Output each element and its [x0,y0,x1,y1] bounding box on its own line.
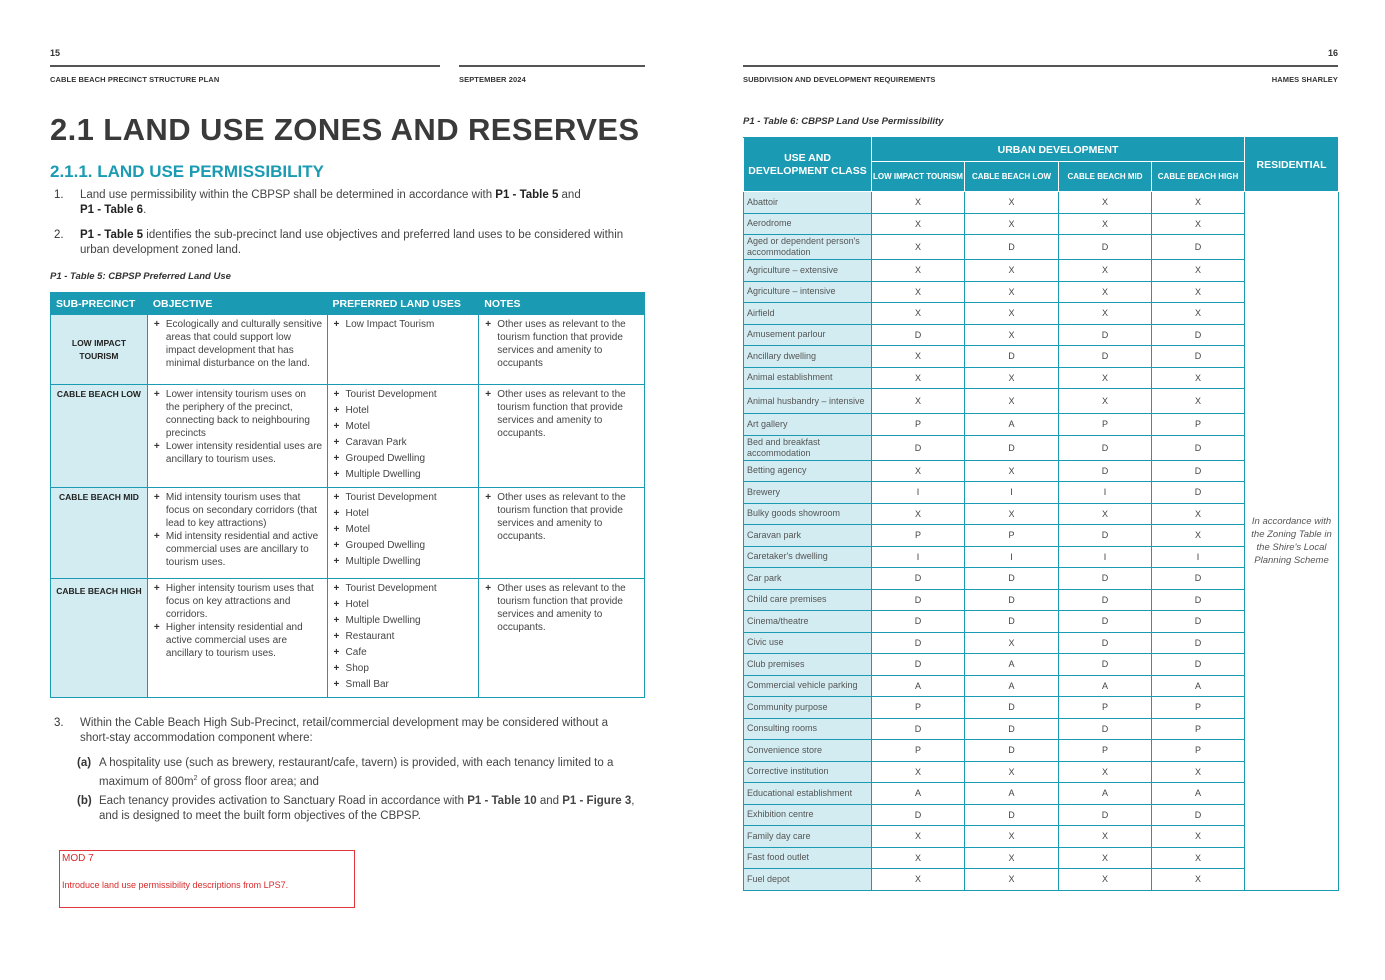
notes-cell [479,315,645,385]
bullet-item: + Hotel [332,598,475,611]
bullet-item: + Other uses as relevant to the tourism function that provide services and amenity to occupants. [483,388,640,440]
permissibility-cell: D [1059,460,1152,482]
residential-note-cell: In accordance with the Zoning Table in the Shire's Local Planning Scheme [1245,192,1339,891]
use-class-cell: Animal establishment [744,367,872,389]
objectives-cell [147,488,327,579]
use-class-cell: Bed and breakfast accommodation [744,435,872,460]
use-class-cell: Consulting rooms [744,718,872,740]
permissibility-cell: X [1152,260,1245,282]
table-row [51,488,645,579]
use-class-cell: Bulky goods showroom [744,503,872,525]
permissibility-cell: A [965,675,1059,697]
sub-precinct-cell: CABLE BEACH MID [51,488,148,579]
use-class-header: USE AND DEVELOPMENT CLASS [744,138,872,192]
use-class-cell: Caretaker's dwelling [744,546,872,568]
permissibility-cell: X [872,460,965,482]
bullet-item: + Lower intensity tourism uses on the periphery of the precinct, connecting back to neighbouring precincts [152,388,323,440]
permissibility-cell: D [965,235,1059,260]
use-class-cell: Cinema/theatre [744,611,872,633]
permissibility-cell: I [965,546,1059,568]
permissibility-cell: A [965,783,1059,805]
bullet-item: + Caravan Park [332,436,475,449]
header-rule-right [459,65,645,67]
permissibility-cell: A [1059,783,1152,805]
table-10-link[interactable]: P1 - Table 10 [467,795,537,807]
use-class-cell: Ancillary dwelling [744,346,872,368]
permissibility-cell: P [872,697,965,719]
permissibility-cell: X [1152,826,1245,848]
permissibility-cell: X [1059,192,1152,214]
sub-precinct-cell: CABLE BEACH HIGH [51,579,148,698]
notes-cell [479,579,645,698]
bullet-item: + Ecologically and culturally sensitive areas that could support low impact development that has minimal disturbance on the land. [152,318,323,370]
permissibility-cell: X [872,281,965,303]
permissibility-cell: X [872,303,965,325]
permissibility-cell: D [872,324,965,346]
use-class-cell: Community purpose [744,697,872,719]
permissibility-cell: X [1059,213,1152,235]
permissibility-cell: X [872,761,965,783]
bullet-item: + Mid intensity tourism uses that focus on secondary corridors (that lead to key attractions) [152,491,323,530]
use-class-cell: Aerodrome [744,213,872,235]
permissibility-cell: X [872,826,965,848]
permissibility-cell: A [872,783,965,805]
permissibility-cell: D [1152,632,1245,654]
permissibility-cell: D [1152,804,1245,826]
page-number-left: 15 [50,48,61,58]
residential-header: RESIDENTIAL [1245,138,1339,192]
header-rule-left [50,65,440,67]
bullet-item: + Hotel [332,507,475,520]
preferred-land-use-table [50,292,645,698]
bullet-item: + Grouped Dwelling [332,452,475,465]
use-class-cell: Art gallery [744,414,872,436]
use-class-cell: Abattoir [744,192,872,214]
permissibility-cell: D [1059,568,1152,590]
permissibility-cell: X [1059,281,1152,303]
permissibility-cell: X [965,260,1059,282]
objectives-cell [147,315,327,385]
permissibility-cell: D [965,740,1059,762]
sub-item-label: (b) [77,795,92,807]
permissibility-cell: D [872,611,965,633]
figure-3-link[interactable]: P1 - Figure 3 [562,795,632,807]
permissibility-cell: D [872,654,965,676]
permissibility-cell: D [1059,525,1152,547]
header-document-title: CABLE BEACH PRECINCT STRUCTURE PLAN [50,75,220,84]
permissibility-cell: D [1059,718,1152,740]
permissibility-cell: A [1059,675,1152,697]
sub-column-header: CABLE BEACH HIGH [1152,162,1245,192]
bullet-item: + Tourist Development [332,582,475,595]
sub-item-b: (b) Each tenancy provides activation to Sanctuary Road in accordance with P1 - Table 10 and P1 - Figure 3, and is designed to meet the built form objectives of the CBPSP. [77,795,635,822]
permissibility-cell: I [872,546,965,568]
permissibility-cell: D [872,804,965,826]
sub-item-a: (a) A hospitality use (such as brewery, restaurant/cafe, tavern) is provided, with each tenancy limited to a maximum of $800m^2$ of gross floor area; and [77,757,614,788]
table-5-caption: P1 - Table 5: CBPSP Preferred Land Use [50,271,231,282]
notes-cell [479,385,645,488]
permissibility-cell: X [965,367,1059,389]
permissibility-cell: X [1152,367,1245,389]
section-subheading: 2.1.1. LAND USE PERMISSIBILITY [50,162,324,181]
permissibility-cell: D [872,632,965,654]
permissibility-cell: X [965,192,1059,214]
use-class-cell: Amusement parlour [744,324,872,346]
use-class-cell: Child care premises [744,589,872,611]
permissibility-cell: X [965,761,1059,783]
column-header: PREFERRED LAND USES [327,293,479,315]
permissibility-cell: D [965,346,1059,368]
permissibility-cell: D [965,611,1059,633]
use-class-cell: Airfield [744,303,872,325]
bullet-item: + Tourist Development [332,388,475,401]
permissibility-cell: P [1152,414,1245,436]
use-class-cell: Exhibition centre [744,804,872,826]
column-header: NOTES [479,293,645,315]
bullet-item: + Multiple Dwelling [332,555,475,568]
modification-annotation[interactable] [59,850,355,908]
permissibility-cell: X [1059,367,1152,389]
permissibility-cell: X [872,869,965,891]
urban-development-header: URBAN DEVELOPMENT [872,138,1245,162]
use-class-cell: Car park [744,568,872,590]
permissibility-cell: X [1059,761,1152,783]
uses-cell [327,579,479,698]
bullet-item: + Cafe [332,646,475,659]
notes-cell [479,488,645,579]
bullet-item: + Other uses as relevant to the tourism function that provide services and amenity to occupants [483,318,640,370]
permissibility-cell: D [1059,346,1152,368]
table-6-link[interactable]: P1 - Table 6 [80,204,144,216]
permissibility-cell: I [1059,546,1152,568]
permissibility-cell: X [872,346,965,368]
use-class-cell: Family day care [744,826,872,848]
page-title: 2.1 LAND USE ZONES AND RESERVES [50,112,640,147]
paragraph-number: 3. [54,717,64,729]
column-header: SUB-PRECINCT [51,293,148,315]
header-author: HAMES SHARLEY [1271,75,1338,84]
permissibility-cell: A [965,654,1059,676]
permissibility-cell: D [1152,568,1245,590]
permissibility-cell: D [1152,235,1245,260]
permissibility-cell: P [1152,697,1245,719]
permissibility-cell: X [1059,260,1152,282]
permissibility-cell: D [1152,654,1245,676]
permissibility-cell: X [965,303,1059,325]
permissibility-cell: D [1152,460,1245,482]
permissibility-cell: P [872,525,965,547]
bullet-item: + Tourist Development [332,491,475,504]
permissibility-cell: D [872,435,965,460]
permissibility-cell: D [872,568,965,590]
bullet-item: + Grouped Dwelling [332,539,475,552]
use-class-cell: Commercial vehicle parking [744,675,872,697]
permissibility-cell: X [1059,869,1152,891]
permissibility-cell: I [872,482,965,504]
paragraph-number: 2. [54,229,64,241]
permissibility-cell: D [965,589,1059,611]
permissibility-cell: P [1059,697,1152,719]
bullet-item: + Mid intensity residential and active commercial uses are ancillary to tourism uses. [152,530,323,569]
land-use-permissibility-table [743,137,1339,891]
uses-cell [327,385,479,488]
permissibility-cell: X [872,260,965,282]
table-row [744,192,1339,214]
permissibility-cell: P [1059,740,1152,762]
sub-column-header: CABLE BEACH LOW [965,162,1059,192]
permissibility-cell: A [1152,675,1245,697]
objectives-cell [147,579,327,698]
bullet-item: + Other uses as relevant to the tourism function that provide services and amenity to occupants. [483,582,640,634]
permissibility-cell: X [1059,389,1152,414]
permissibility-cell: D [965,804,1059,826]
permissibility-cell: D [1152,611,1245,633]
permissibility-cell: D [1059,235,1152,260]
permissibility-cell: X [1152,192,1245,214]
uses-cell [327,315,479,385]
bullet-item: + Multiple Dwelling [332,468,475,481]
permissibility-cell: I [1059,482,1152,504]
permissibility-cell: X [1059,303,1152,325]
permissibility-cell: P [872,740,965,762]
permissibility-cell: X [1152,213,1245,235]
permissibility-cell: D [1152,589,1245,611]
sub-column-header: LOW IMPACT TOURISM [872,162,965,192]
bullet-item: + Lower intensity residential uses are ancillary to tourism uses. [152,440,323,466]
permissibility-cell: X [1059,503,1152,525]
sub-column-header: CABLE BEACH MID [1059,162,1152,192]
permissibility-cell: D [872,718,965,740]
permissibility-cell: X [965,281,1059,303]
sub-precinct-cell: CABLE BEACH LOW [51,385,148,488]
permissibility-cell: X [965,324,1059,346]
permissibility-cell: D [1059,324,1152,346]
use-class-cell: Corrective institution [744,761,872,783]
permissibility-cell: X [1152,303,1245,325]
bullet-item: + Restaurant [332,630,475,643]
uses-cell [327,488,479,579]
table-row [51,315,645,385]
permissibility-cell: X [872,503,965,525]
use-class-cell: Aged or dependent person's accommodation [744,235,872,260]
permissibility-cell: X [872,367,965,389]
permissibility-cell: X [1152,761,1245,783]
permissibility-cell: X [965,847,1059,869]
permissibility-cell: D [965,697,1059,719]
page-number-right: 16 [1327,48,1338,58]
permissibility-cell: X [1152,389,1245,414]
header-section-title: SUBDIVISION AND DEVELOPMENT REQUIREMENTS [743,75,936,84]
permissibility-cell: A [965,414,1059,436]
column-header: OBJECTIVE [147,293,327,315]
permissibility-cell: P [872,414,965,436]
permissibility-cell: D [1059,589,1152,611]
right-page [743,0,1338,980]
permissibility-cell: I [1152,546,1245,568]
table-5-link[interactable]: P1 - Table 5 [495,189,559,201]
permissibility-cell: X [965,503,1059,525]
permissibility-cell: X [965,826,1059,848]
use-class-cell: Civic use [744,632,872,654]
use-class-cell: Agriculture – intensive [744,281,872,303]
modification-text: Introduce land use permissibility descriptions from LPS7. [62,880,289,890]
left-page [50,0,645,980]
permissibility-cell: D [1059,654,1152,676]
permissibility-cell: D [1059,435,1152,460]
permissibility-cell: X [1152,847,1245,869]
permissibility-cell: D [1059,804,1152,826]
permissibility-cell: A [1152,783,1245,805]
permissibility-cell: P [965,525,1059,547]
use-class-cell: Agriculture – extensive [744,260,872,282]
permissibility-cell: D [1152,324,1245,346]
bullet-item: + Shop [332,662,475,675]
bullet-item: + Higher intensity residential and active commercial uses are ancillary to tourism uses. [152,621,323,660]
permissibility-cell: P [1059,414,1152,436]
use-class-cell: Club premises [744,654,872,676]
sub-precinct-cell: LOW IMPACT TOURISM [51,315,148,385]
bullet-item: + Multiple Dwelling [332,614,475,627]
permissibility-cell: X [872,213,965,235]
permissibility-cell: D [1152,346,1245,368]
bullet-item: + Higher intensity tourism uses that focus on key attractions and corridors. [152,582,323,621]
permissibility-cell: D [965,568,1059,590]
bullet-item: + Motel [332,420,475,433]
bullet-item: + Motel [332,523,475,536]
use-class-cell: Animal husbandry – intensive [744,389,872,414]
use-class-cell: Caravan park [744,525,872,547]
use-class-cell: Educational establishment [744,783,872,805]
bullet-item: + Hotel [332,404,475,417]
permissibility-cell: D [965,435,1059,460]
modification-title: MOD 7 [62,853,94,864]
sub-item-label: (a) [77,757,92,769]
paragraph-3: 3. Within the Cable Beach High Sub-Precinct, retail/commercial development may be considered without a short-stay accommodation component where: [54,717,608,744]
permissibility-cell: A [872,675,965,697]
permissibility-cell: P [1152,740,1245,762]
permissibility-cell: X [1059,826,1152,848]
permissibility-cell: D [1059,632,1152,654]
use-class-cell: Fuel depot [744,869,872,891]
bullet-item: + Low Impact Tourism [332,318,475,331]
objectives-cell [147,385,327,488]
header-date: SEPTEMBER 2024 [459,75,526,84]
permissibility-cell: X [872,847,965,869]
permissibility-cell: X [1152,503,1245,525]
use-class-cell: Brewery [744,482,872,504]
permissibility-cell: X [965,632,1059,654]
permissibility-cell: X [1152,281,1245,303]
table-6-caption: P1 - Table 6: CBPSP Land Use Permissibility [743,116,944,127]
permissibility-cell: X [1152,869,1245,891]
permissibility-cell: D [1152,482,1245,504]
use-class-cell: Betting agency [744,460,872,482]
permissibility-cell: D [965,718,1059,740]
permissibility-cell: X [965,213,1059,235]
table-5-link[interactable]: P1 - Table 5 [80,229,144,241]
use-class-cell: Convenience store [744,740,872,762]
paragraph-2: 2. P1 - Table 5 identifies the sub-precinct land use objectives and preferred land uses to be considered within urban development zoned land. [54,229,624,256]
permissibility-cell: D [1152,435,1245,460]
permissibility-cell: D [1059,611,1152,633]
permissibility-cell: X [965,460,1059,482]
permissibility-cell: P [1152,718,1245,740]
bullet-item: + Other uses as relevant to the tourism function that provide services and amenity to occupants. [483,491,640,543]
permissibility-cell: D [872,589,965,611]
permissibility-cell: X [872,192,965,214]
permissibility-cell: X [1152,525,1245,547]
permissibility-cell: X [1059,847,1152,869]
permissibility-cell: X [965,869,1059,891]
table-row [51,385,645,488]
header-rule [743,65,1338,67]
bullet-item: + Small Bar [332,678,475,691]
permissibility-cell: X [965,389,1059,414]
paragraph-number: 1. [54,189,64,201]
use-class-cell: Fast food outlet [744,847,872,869]
permissibility-cell: X [872,235,965,260]
paragraph-1: 1. Land use permissibility within the CBPSP shall be determined in accordance with P1 - Table 5 and P1 - Table 6. [54,189,581,216]
permissibility-cell: I [965,482,1059,504]
table-row [51,579,645,698]
permissibility-cell: X [872,389,965,414]
